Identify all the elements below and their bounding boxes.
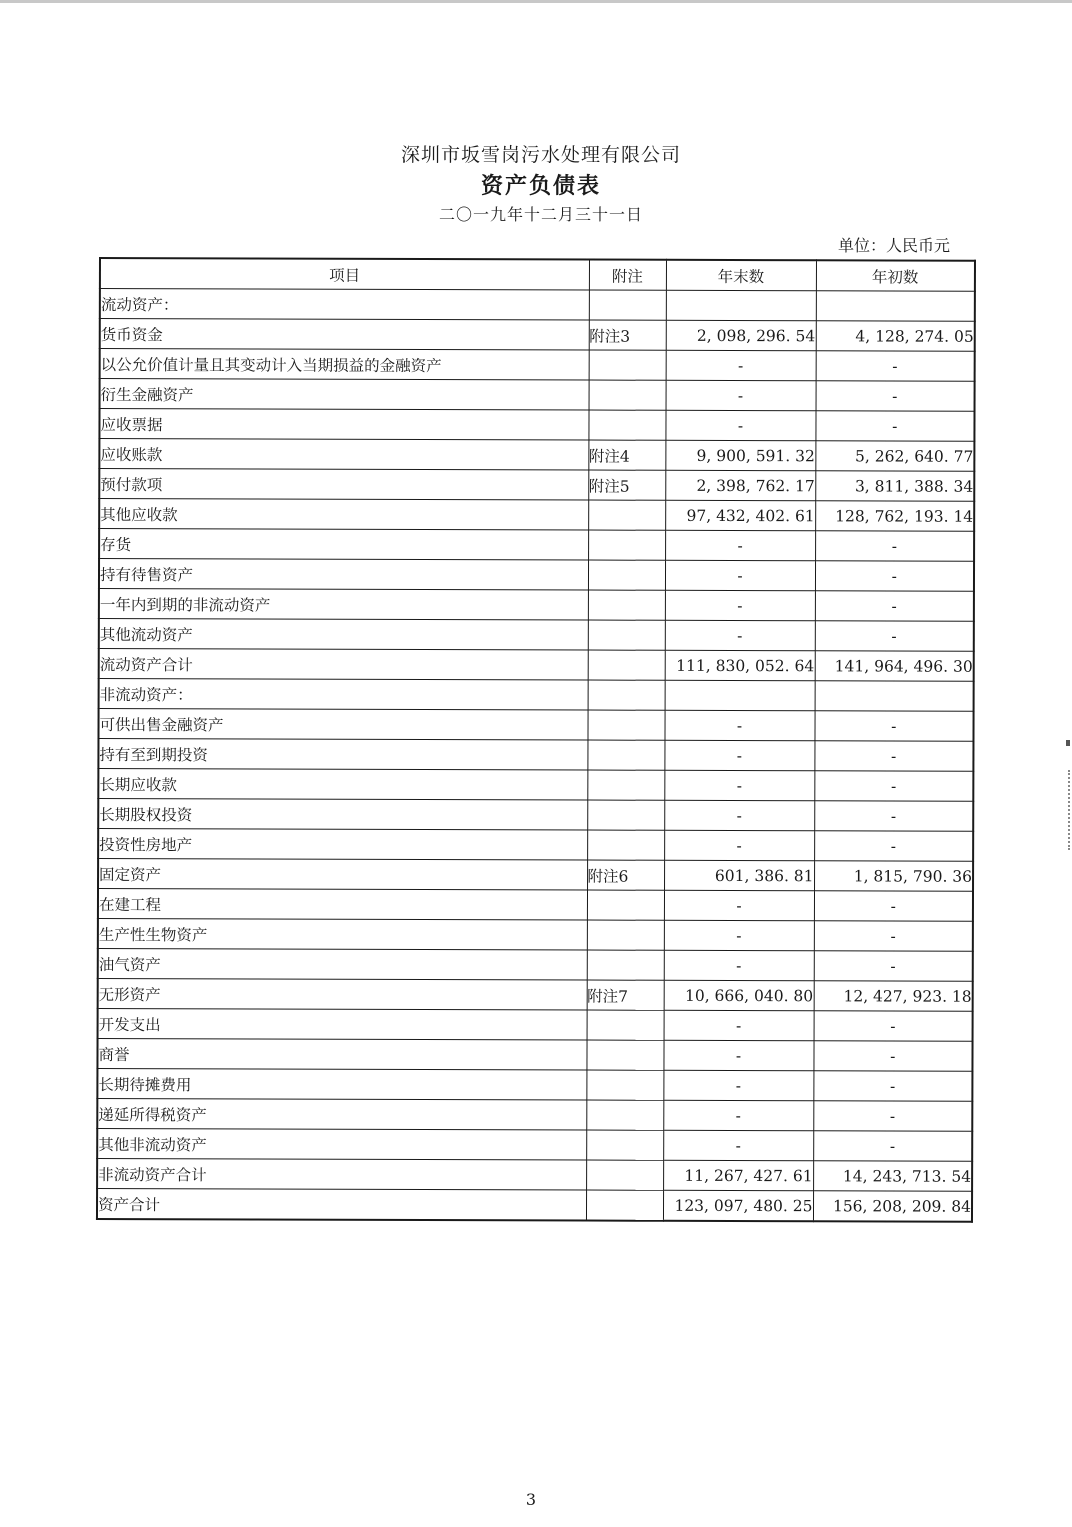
row-note — [587, 890, 664, 920]
page-number: 3 — [525, 1490, 537, 1509]
row-year-end-value: 601, 386. 81 — [664, 860, 814, 890]
row-year-begin-value: 14, 243, 713. 54 — [813, 1161, 972, 1191]
table-row — [99, 469, 974, 502]
row-note — [587, 920, 664, 950]
row-year-end-value — [666, 290, 816, 320]
table-row — [97, 1128, 972, 1161]
row-year-begin-value: - — [814, 951, 973, 981]
scan-edge-mark — [1066, 740, 1070, 746]
row-year-begin-value — [816, 291, 975, 321]
row-note — [589, 380, 666, 410]
table-row — [98, 889, 973, 922]
section-header-row — [100, 289, 975, 322]
row-item-label: 油气资产 — [98, 948, 587, 980]
table-row — [97, 1068, 972, 1101]
row-year-end-value: 11, 267, 427. 61 — [663, 1160, 813, 1190]
table-row — [98, 978, 973, 1011]
column-header-item: 项目 — [100, 258, 589, 290]
row-item-label: 流动资产： — [100, 289, 589, 321]
company-name: 深圳市坂雪岗污水处理有限公司 — [400, 144, 681, 166]
row-item-label: 长期应收款 — [98, 769, 587, 801]
row-item-label: 一年内到期的非流动资产 — [99, 589, 588, 621]
row-year-begin-value: - — [813, 1131, 972, 1161]
row-year-end-value: - — [664, 770, 814, 800]
row-year-end-value: - — [666, 380, 816, 410]
row-year-end-value: 2, 398, 762. 17 — [665, 470, 815, 500]
row-item-label: 固定资产 — [98, 859, 587, 891]
table-row — [99, 529, 974, 562]
row-note — [586, 1190, 663, 1221]
row-year-end-value: - — [666, 350, 816, 380]
row-note: 附注3 — [589, 320, 666, 350]
table-row — [99, 589, 974, 622]
row-note — [587, 710, 664, 740]
row-year-end-value: - — [664, 890, 814, 920]
row-item-label: 非流动资产： — [99, 679, 588, 711]
table-row — [99, 499, 974, 532]
table-row — [98, 739, 973, 772]
table-row — [100, 319, 975, 352]
row-year-end-value: - — [663, 1040, 813, 1070]
row-note: 附注7 — [587, 980, 664, 1010]
row-year-begin-value: - — [813, 1041, 972, 1071]
row-item-label: 可供出售金融资产 — [98, 709, 587, 741]
row-item-label: 长期待摊费用 — [97, 1068, 586, 1100]
row-note — [588, 560, 665, 590]
row-item-label: 其他流动资产 — [99, 619, 588, 651]
table-row — [99, 619, 974, 652]
row-note — [586, 1040, 663, 1070]
row-year-begin-value: - — [814, 741, 973, 771]
row-item-label: 持有待售资产 — [99, 559, 588, 591]
row-year-begin-value: 141, 964, 496. 30 — [815, 651, 974, 681]
balance-sheet-table — [96, 257, 976, 1223]
row-note — [588, 410, 665, 440]
row-year-begin-value: - — [813, 1071, 972, 1101]
row-item-label: 应收账款 — [99, 439, 588, 471]
row-year-end-value: - — [664, 950, 814, 980]
row-note — [588, 650, 665, 680]
row-item-label: 无形资产 — [98, 978, 587, 1010]
table-row — [98, 829, 973, 862]
row-year-end-value: 2, 098, 296. 54 — [666, 320, 816, 350]
row-year-end-value: - — [663, 1100, 813, 1130]
table-row — [100, 379, 975, 412]
row-note — [587, 830, 664, 860]
table-row — [97, 1098, 972, 1131]
row-year-begin-value: 12, 427, 923. 18 — [814, 981, 973, 1011]
row-year-begin-value: 156, 208, 209. 84 — [813, 1191, 972, 1222]
row-note: 附注4 — [588, 440, 665, 470]
scan-edge-mark — [1068, 770, 1072, 850]
table-header-row — [100, 258, 975, 291]
row-year-end-value: - — [663, 1130, 813, 1160]
row-item-label: 存货 — [99, 529, 588, 561]
row-note — [586, 1100, 663, 1130]
table-row — [98, 799, 973, 832]
row-note — [587, 950, 664, 980]
row-item-label: 其他应收款 — [99, 499, 588, 531]
row-note — [587, 800, 664, 830]
table-row — [98, 918, 973, 951]
row-year-begin-value: - — [814, 831, 973, 861]
total-row — [97, 1158, 972, 1191]
row-item-label: 货币资金 — [100, 319, 589, 351]
row-item-label: 预付款项 — [99, 469, 588, 501]
row-item-label: 在建工程 — [98, 889, 587, 921]
top-edge-line — [0, 0, 1072, 3]
row-note — [588, 530, 665, 560]
row-year-begin-value: - — [815, 561, 974, 591]
row-item-label: 开发支出 — [98, 1008, 587, 1040]
column-header-note: 附注 — [589, 260, 666, 291]
row-note — [588, 680, 665, 710]
row-item-label: 流动资产合计 — [99, 649, 588, 681]
row-item-label: 应收票据 — [99, 409, 588, 441]
table-row — [97, 1038, 972, 1071]
row-year-begin-value: - — [814, 771, 973, 801]
row-item-label: 商誉 — [97, 1038, 586, 1070]
row-note — [588, 590, 665, 620]
row-item-label: 其他非流动资产 — [97, 1128, 586, 1160]
report-date: 二〇一九年十二月三十一日 — [438, 205, 643, 224]
row-year-begin-value: 3, 811, 388. 34 — [815, 471, 974, 501]
table-row — [98, 1008, 973, 1041]
row-note — [586, 1130, 663, 1160]
document-title: 资产负债表 — [480, 173, 601, 199]
table-row — [99, 439, 974, 472]
table-body — [97, 289, 975, 1222]
row-year-end-value: 97, 432, 402. 61 — [665, 500, 815, 530]
column-header-year-end: 年末数 — [666, 260, 816, 291]
row-year-end-value: - — [664, 1010, 814, 1040]
row-year-end-value: - — [665, 620, 815, 650]
row-year-end-value — [665, 680, 815, 710]
row-year-end-value: - — [664, 920, 814, 950]
row-year-end-value: - — [663, 1070, 813, 1100]
currency-unit: 单位：人民币元 — [838, 236, 951, 255]
row-note — [587, 1010, 664, 1040]
total-row — [97, 1188, 972, 1221]
row-year-begin-value: - — [815, 591, 974, 621]
row-year-end-value: 111, 830, 052. 64 — [665, 650, 815, 680]
row-year-begin-value: - — [815, 411, 974, 441]
row-year-end-value: - — [664, 830, 814, 860]
row-year-end-value: 9, 900, 591. 32 — [665, 440, 815, 470]
row-note — [588, 500, 665, 530]
row-item-label: 递延所得税资产 — [97, 1098, 586, 1130]
row-item-label: 以公允价值计量且其变动计入当期损益的金融资产 — [100, 349, 589, 381]
row-item-label: 非流动资产合计 — [97, 1158, 586, 1190]
row-year-begin-value: 1, 815, 790. 36 — [814, 861, 973, 891]
row-note — [589, 290, 666, 320]
table-row — [99, 559, 974, 592]
table-row — [100, 349, 975, 382]
row-year-begin-value: - — [816, 381, 975, 411]
row-item-label: 投资性房地产 — [98, 829, 587, 861]
table-row — [99, 409, 974, 442]
row-note — [586, 1070, 663, 1100]
row-year-end-value: 10, 666, 040. 80 — [664, 980, 814, 1010]
row-year-begin-value: - — [814, 891, 973, 921]
row-year-begin-value: 5, 262, 640. 77 — [815, 441, 974, 471]
row-note — [587, 770, 664, 800]
table-row — [98, 948, 973, 981]
row-year-end-value: - — [664, 710, 814, 740]
row-year-begin-value: - — [816, 351, 975, 381]
total-row — [99, 649, 974, 682]
row-year-begin-value: - — [815, 531, 974, 561]
table-row — [98, 769, 973, 802]
row-year-begin-value: 4, 128, 274. 05 — [816, 321, 975, 351]
row-item-label: 生产性生物资产 — [98, 918, 587, 950]
row-item-label: 资产合计 — [97, 1188, 586, 1220]
table-row — [98, 859, 973, 892]
row-year-begin-value: - — [813, 1101, 972, 1131]
table-row — [98, 709, 973, 742]
row-item-label: 衍生金融资产 — [100, 379, 589, 411]
row-year-end-value: - — [664, 740, 814, 770]
row-year-end-value: - — [665, 560, 815, 590]
row-year-begin-value: 128, 762, 193. 14 — [815, 501, 974, 531]
row-year-begin-value — [815, 681, 974, 711]
row-note — [589, 350, 666, 380]
row-year-begin-value: - — [814, 1011, 973, 1041]
row-item-label: 长期股权投资 — [98, 799, 587, 831]
row-year-begin-value: - — [814, 921, 973, 951]
row-year-end-value: - — [665, 590, 815, 620]
row-item-label: 持有至到期投资 — [98, 739, 587, 771]
row-note — [588, 620, 665, 650]
row-note — [587, 740, 664, 770]
row-year-end-value: - — [664, 800, 814, 830]
row-year-end-value: 123, 097, 480. 25 — [663, 1190, 813, 1221]
row-year-begin-value: - — [815, 621, 974, 651]
row-note — [586, 1160, 663, 1190]
row-note: 附注6 — [587, 860, 664, 890]
row-year-begin-value: - — [814, 711, 973, 741]
row-year-begin-value: - — [814, 801, 973, 831]
column-header-year-begin: 年初数 — [816, 260, 975, 291]
row-year-end-value: - — [665, 530, 815, 560]
row-year-end-value: - — [665, 410, 815, 440]
row-note: 附注5 — [588, 470, 665, 500]
section-header-row — [99, 679, 974, 712]
